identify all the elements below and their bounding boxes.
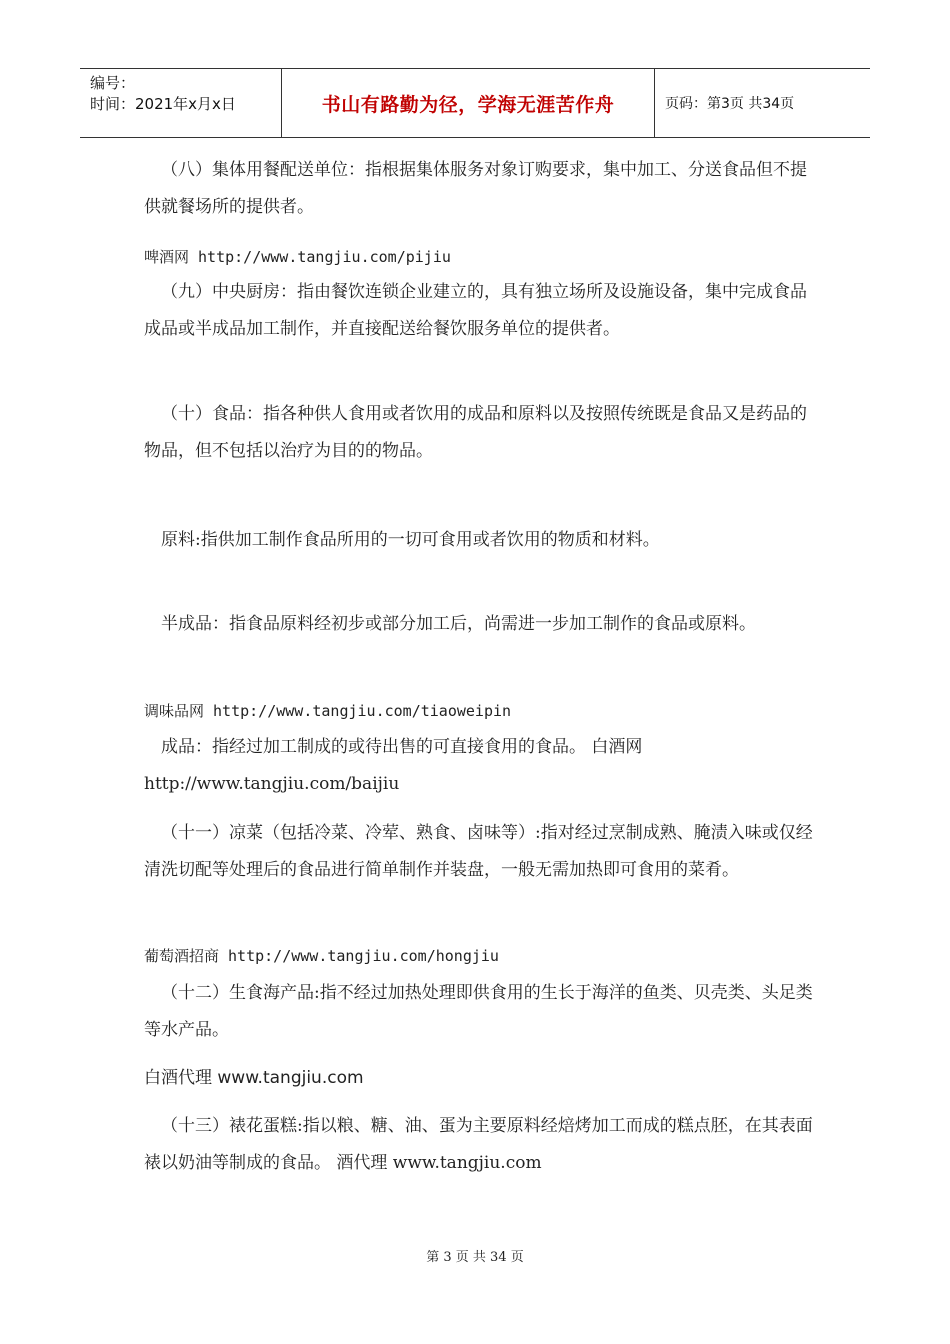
paragraph-raw-material: 原料:指供加工制作食品所用的一切可食用或者饮用的物质和材料。	[161, 530, 660, 550]
number-label: 编号：	[90, 74, 136, 92]
paragraph-definition-13: （十三）裱花蛋糕:指以粮、糖、油、蛋为主要原料经焙烤加工而成的糕点胚，在其表面裱以奶油等制成的食品。 酒代理 www.tangjiu.com	[144, 1116, 813, 1173]
link-line-liquor-agent: 白酒代理 www.tangjiu.com	[144, 1068, 364, 1088]
link-line-wine: 葡萄酒招商 http://www.tangjiu.com/hongjiu	[144, 947, 499, 965]
paragraph-definition-9: （九）中央厨房：指由餐饮连锁企业建立的，具有独立场所及设施设备，集中完成食品成品或半成品加工制作，并直接配送给餐饮服务单位的提供者。	[144, 282, 807, 339]
paragraph-semi-finished: 半成品：指食品原料经初步或部分加工后，尚需进一步加工制作的食品或原料。	[161, 614, 756, 634]
page-info: 页码：第3页 共34页	[665, 96, 795, 112]
link-line-seasoning: 调味品网 http://www.tangjiu.com/tiaoweipin	[144, 702, 512, 720]
header-meta	[80, 69, 282, 137]
paragraph-definition-8: （八）集体用餐配送单位：指根据集体服务对象订购要求，集中加工、分送食品但不提供就餐场所的提供者。	[144, 160, 807, 217]
paragraph-definition-10: （十）食品：指各种供人食用或者饮用的成品和原料以及按照传统既是食品又是药品的物品，但不包括以治疗为目的的物品。	[144, 404, 807, 461]
link-line-beer: 啤酒网 http://www.tangjiu.com/pijiu	[144, 248, 451, 266]
page-footer: 第 3 页 共 34 页	[426, 1250, 524, 1265]
time-line: 时间：2021年x月x日	[90, 95, 236, 113]
page-header	[80, 68, 870, 138]
header-page-info	[655, 69, 870, 137]
paragraph-finished-product: 成品：指经过加工制成的或待出售的可直接食用的食品。 白酒网 http://www.tangjiu.com/baijiu	[144, 737, 643, 794]
header-motto-cell	[282, 69, 655, 137]
motto: 书山有路勤为径，学海无涯苦作舟	[321, 93, 615, 116]
paragraph-definition-12: （十二）生食海产品:指不经过加热处理即供食用的生长于海洋的鱼类、贝壳类、头足类等水产品。	[144, 983, 813, 1040]
paragraph-definition-11: （十一）凉菜（包括冷菜、冷荤、熟食、卤味等）:指对经过烹制成熟、腌渍入味或仅经清洗切配等处理后的食品进行简单制作并装盘，一般无需加热即可食用的菜肴。	[144, 823, 813, 880]
